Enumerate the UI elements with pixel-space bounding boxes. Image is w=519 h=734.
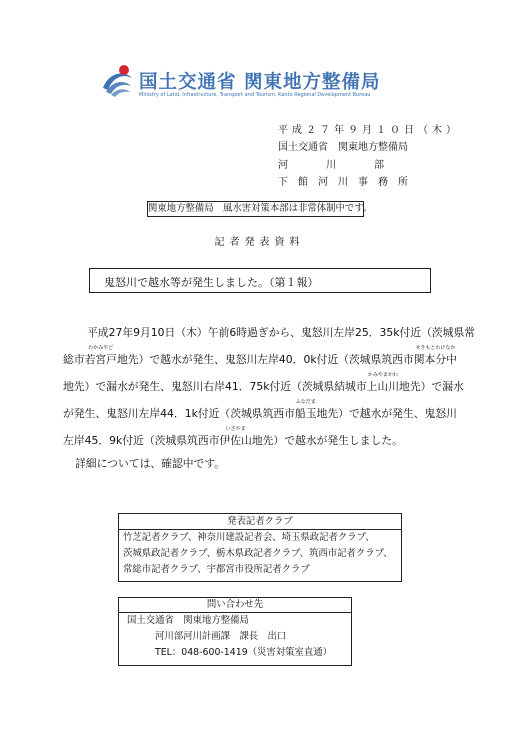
emergency-notice: 関東地方整備局 風水害対策本部は非常体制中です。 (147, 201, 364, 217)
press-club-line: 竹芝記者クラブ、神奈川建設記者会、埼玉県政記者クラブ、 (123, 532, 375, 543)
contact-box (118, 597, 352, 666)
body-line-5: 左岸45．9k付近（茨城県筑西市 いさやま 伊佐山地先）で越水が発生しました。 (63, 426, 403, 447)
issuer-office: 下館河川事務所 (278, 176, 418, 188)
logo-subtitle: Ministry of Land, Infrastructure, Transport and Tourism, Kanto Regional Development Bureau (139, 92, 371, 98)
ruby-kamiyamakawa: かみやまかわ 上山川 (366, 372, 400, 393)
ruby-isayama: いさやま 伊佐山 (219, 426, 252, 447)
ruby-funadama: ふなだま 船玉 (295, 399, 317, 420)
body-line-4: が発生、鬼怒川左岸44．1k付近（茨城県筑西市 ふなだま 船玉地先）で越水が発生、鬼怒川 (63, 399, 457, 420)
body-line-6: 詳細については、確認中です。 (75, 457, 226, 470)
contact-person: 河川部河川計画課 課長 出口 (155, 631, 287, 642)
ruby-sekimotowakenaka: せきもとわけなか 関本分中 (413, 345, 457, 366)
bureau-logo (99, 62, 399, 102)
contact-tel: TEL：048-600-1419（災害対策室直通） (155, 647, 333, 658)
headline-box (89, 268, 431, 293)
body-line-3: 地先）で漏水が発生、鬼怒川右岸41．75k付近（茨城県結城市 かみやまかわ 上山川地先）で漏水 (63, 372, 464, 393)
issue-date: 平成２７年９月１０日（木） (278, 125, 460, 136)
ruby-wakamiyado: わかみやど 若宮戸 (84, 345, 117, 366)
body-line-1: 平成27年9月10日（木）午前6時過ぎから、鬼怒川左岸25．35k付近（茨城県常 (87, 326, 476, 339)
press-club-header: 発表記者クラブ (119, 514, 401, 530)
press-club-line: 茨城県政記者クラブ、栃木県政記者クラブ、筑西市記者クラブ、 (123, 548, 393, 559)
issuer-ministry: 国土交通省 関東地方整備局 (278, 142, 408, 154)
issuer-dept: 河川部 (278, 159, 422, 171)
issuer-block (278, 122, 460, 191)
headline: 鬼怒川で越水等が発生しました。（第１報） (104, 276, 319, 289)
contact-header: 問い合わせ先 (119, 598, 351, 613)
body-line-2: 総市 わかみやど 若宮戸地先）で越水が発生、鬼怒川左岸40．0k付近（茨城県筑西市 せきもとわけなか 関本分中 (63, 345, 457, 366)
mlit-emblem-icon (99, 62, 135, 98)
press-club-line: 常総市記者クラブ、宇都宮市役所記者クラブ (123, 564, 310, 575)
contact-org: 国土交通省 関東地方整備局 (127, 615, 249, 626)
press-club-box (118, 513, 402, 582)
release-title: 記者発表資料 (214, 237, 305, 248)
logo-title: 国土交通省 関東地方整備局 (139, 72, 381, 93)
